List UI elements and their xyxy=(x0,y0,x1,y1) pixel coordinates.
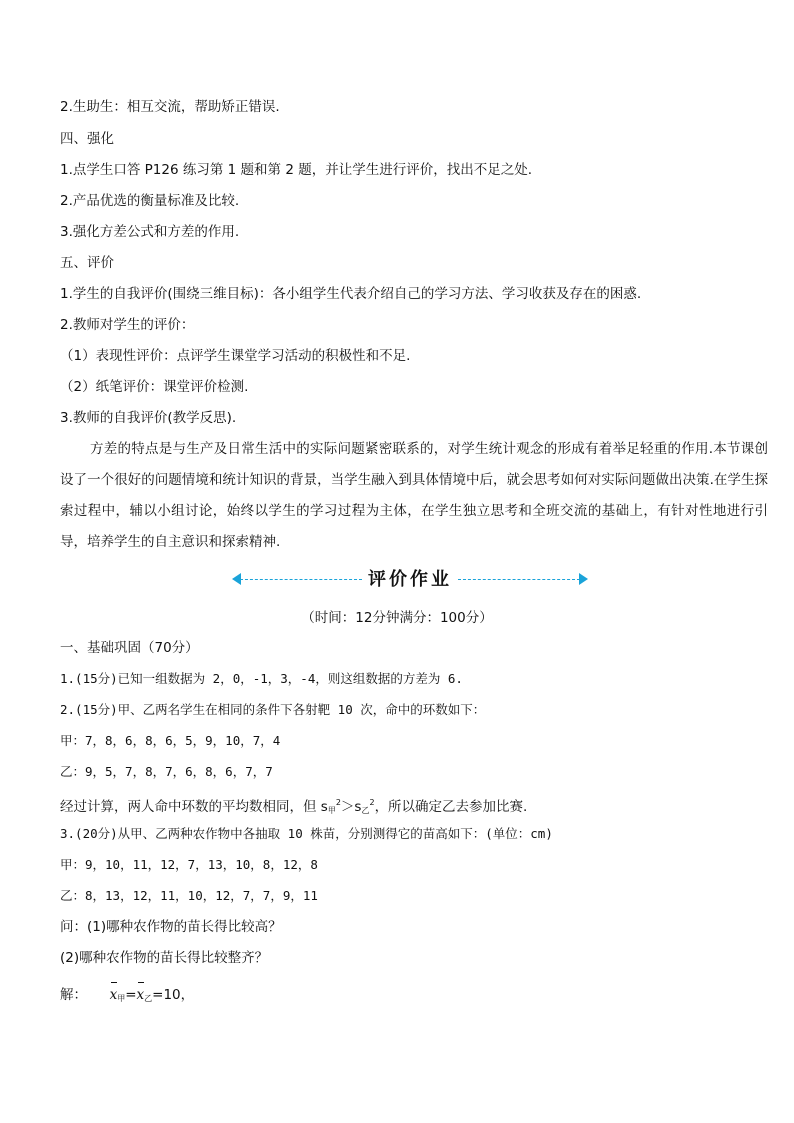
banner-dashed-line xyxy=(458,579,580,580)
conclusion-text-before: 经过计算，两人命中环数的平均数相同，但 s xyxy=(60,799,328,815)
subscript-jia: 甲 xyxy=(327,806,336,815)
section-heading-evaluation: 五、评价 xyxy=(60,255,114,271)
text-line: 1.学生的自我评价(围绕三维目标)：各小组学生代表介绍自己的学习方法、学习收获及存在的困惑. xyxy=(60,286,642,302)
text-line: （1）表现性评价：点评学生课堂学习活动的积极性和不足. xyxy=(60,348,411,364)
question-2-data-jia: 甲：7，8，6，8，6，5，9，10，7，4 xyxy=(60,733,281,748)
arrow-right-icon xyxy=(579,573,588,585)
section-banner xyxy=(232,567,588,593)
greater-than-sign: ＞s xyxy=(340,799,362,815)
text-line: 2.产品优选的衡量标准及比较. xyxy=(60,193,240,209)
question-2-intro: 2.(15分)甲、乙两名学生在相同的条件下各射靶 10 次，命中的环数如下： xyxy=(60,702,486,717)
question-3-ask-2: (2)哪种农作物的苗长得比较整齐？ xyxy=(60,950,269,966)
question-3-data-jia: 甲：9，10，11，12，7，13，10，8，12，8 xyxy=(60,857,318,872)
solution-value: =10， xyxy=(152,987,195,1003)
question-3-ask-1: 问：(1)哪种农作物的苗长得比较高？ xyxy=(60,919,282,935)
text-line: 2.教师对学生的评价： xyxy=(60,317,195,333)
mean-symbol: x xyxy=(109,987,118,1003)
conclusion-text-after: ，所以确定乙去参加比赛. xyxy=(374,799,528,815)
solution-line xyxy=(60,985,194,1009)
mean-symbol: x xyxy=(136,987,145,1003)
subscript-yi: 乙 xyxy=(361,806,370,815)
banner-dashed-line xyxy=(240,579,362,580)
question-2-data-yi: 乙：9，5，7，8，7，6，8，6，7，7 xyxy=(60,764,273,779)
text-line: 3.强化方差公式和方差的作用. xyxy=(60,224,240,240)
superscript-2: 2 xyxy=(335,798,341,807)
text-line: 2.生助生：相互交流，帮助矫正错误. xyxy=(60,99,280,115)
text-line: 1.点学生口答 P126 练习第 1 题和第 2 题，并让学生进行评价，找出不足之处. xyxy=(60,162,533,178)
reflection-paragraph: 方差的特点是与生产及日常生活中的实际问题紧密联系的，对学生统计观念的形成有着举足轻重的作用.本节课创设了一个很好的问题情境和统计知识的背景，当学生融入到具体情境中后，就会思考如何对实际问题做出决策.在学生探索过程中，辅以小组讨论，始终以学生的学习过程为主体，在学生独立思考和全班交流的基础上，有针对性地进行引导，培养学生的自主意识和探索精神. xyxy=(60,441,768,550)
question-2-conclusion xyxy=(60,793,527,821)
question-3-intro: 3.(20分)从甲、乙两种农作物中各抽取 10 株苗，分别测得它的苗高如下：(单位：cm) xyxy=(60,826,553,841)
subscript-yi: 乙 xyxy=(144,994,153,1003)
section-heading-basic: 一、基础巩固（70分） xyxy=(60,640,199,656)
superscript-2: 2 xyxy=(369,798,375,807)
question-3-data-yi: 乙：8，13，12，11，10，12，7，7，9，11 xyxy=(60,888,318,903)
question-1: 1.(15分)已知一组数据为 2，0，-1，3，-4，则这组数据的方差为 6. xyxy=(60,671,463,686)
equals-sign: = xyxy=(125,987,137,1003)
subscript-jia: 甲 xyxy=(117,994,126,1003)
time-info: （时间：12分钟满分：100分） xyxy=(301,610,493,626)
text-line: （2）纸笔评价：课堂评价检测. xyxy=(60,379,249,395)
section-heading-strengthen: 四、强化 xyxy=(60,131,114,147)
solution-label: 解： xyxy=(60,987,87,1003)
banner-title: 评价作业 xyxy=(368,569,452,590)
text-line: 3.教师的自我评价(教学反思). xyxy=(60,410,237,426)
